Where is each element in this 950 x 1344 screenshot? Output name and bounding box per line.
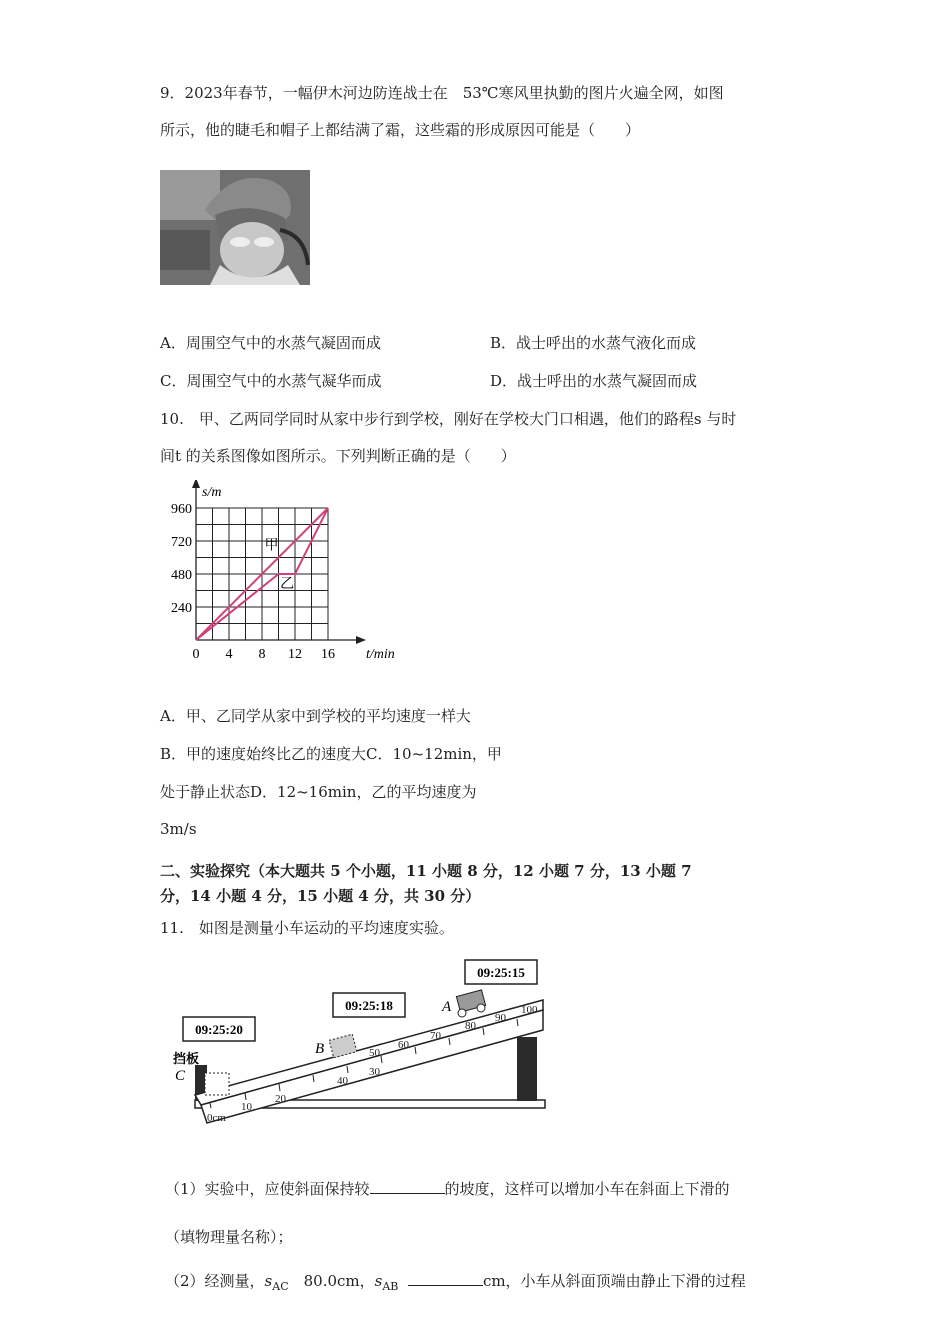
q9-option-b: B．战士呼出的水蒸气液化而成: [490, 334, 697, 352]
q9-line2: 所示，他的睫毛和帽子上都结满了霜，这些霜的形成原因可能是（ ）: [160, 121, 641, 139]
q9-option-a: A．周围空气中的水蒸气凝固而成: [160, 334, 381, 352]
q10-line2: 间t 的关系图像如图所示。下列判断正确的是（ ）: [160, 447, 516, 465]
ruler-mark-20: 20: [275, 1093, 286, 1105]
x-tick-label: 0: [192, 647, 200, 662]
timer-b: 09:25:18: [345, 998, 393, 1013]
label-c: C: [175, 1068, 186, 1084]
q11-sub2-post: cm，小车从斜面顶端由静止下滑的过程: [482, 1272, 746, 1290]
s-ac-subscript: AC: [272, 1280, 289, 1293]
q9-option-d: D．战士呼出的水蒸气凝固而成: [490, 372, 698, 390]
q11-sub1-line1: [165, 1178, 730, 1199]
ruler-mark-10: 10: [241, 1101, 252, 1113]
baffle-label: 挡板: [173, 1051, 200, 1066]
y-tick-label: 720: [171, 535, 192, 550]
section2-heading-line2: 分，14 小题 4 分，15 小题 4 分，共 30 分）: [160, 887, 481, 905]
soldier-photo: [160, 170, 310, 285]
answer-blank-sab[interactable]: [408, 1271, 483, 1286]
s-ac-symbol: s: [264, 1272, 273, 1290]
q11-sub2-mid: 80.0cm，: [288, 1272, 375, 1290]
s-ab-subscript: AB: [382, 1280, 399, 1293]
q9-option-c: C．周围空气中的水蒸气凝华而成: [160, 372, 382, 390]
series-label-jia: 甲: [264, 538, 279, 554]
q10-option-d-line: 3m/s: [160, 820, 197, 838]
series-label-yi: 乙: [280, 576, 295, 592]
timer-c: 09:25:20: [195, 1022, 243, 1037]
x-axis-arrow: [356, 636, 366, 644]
ruler-mark-50: 50: [369, 1047, 380, 1059]
x-tick-label: 16: [321, 647, 335, 662]
q10-line1: 10. 甲、乙两同学同时从家中步行到学校，刚好在学校大门口相遇，他们的路程s 与时: [160, 410, 737, 428]
incline-figure: [165, 955, 555, 1139]
q9-line1: 9．2023年春节，一幅伊木河边防连战士在 53℃寒风里执勤的图片火遍全网，如图: [160, 84, 724, 102]
q11-sub1-post: 的坡度，这样可以增加小车在斜面上下滑的: [444, 1180, 730, 1198]
ruler-mark-80: 80: [465, 1020, 476, 1032]
q11-sub2-pre: （2）经测量，: [165, 1272, 265, 1290]
label-b: B: [315, 1041, 325, 1057]
x-tick-label: 12: [288, 647, 302, 662]
ruler-mark-90: 90: [495, 1012, 506, 1024]
q10-option-c-line: 处于静止状态D．12~16min，乙的平均速度为: [160, 783, 477, 801]
answer-blank-slope[interactable]: [370, 1179, 445, 1194]
x-tick-label: 8: [258, 647, 266, 662]
s-ab-symbol: s: [374, 1272, 383, 1290]
ruler-mark-100: 100: [521, 1004, 538, 1016]
y-axis-label: s/m: [202, 485, 222, 500]
label-a: A: [442, 999, 452, 1015]
x-tick-label: 4: [225, 647, 233, 662]
y-tick-label: 480: [171, 568, 192, 583]
y-tick-label: 960: [171, 502, 192, 517]
ruler-mark-70: 70: [430, 1030, 441, 1042]
st-chart: [160, 480, 400, 670]
y-axis-arrow: [192, 480, 200, 488]
x-axis-label: t/min: [366, 647, 395, 662]
section2-heading-line1: 二、实验探究（本大题共 5 个小题，11 小题 8 分，12 小题 7 分，13 小题 7: [160, 862, 692, 880]
q10-option-a: A．甲、乙同学从家中到学校的平均速度一样大: [160, 707, 471, 725]
q11-sub2-line: [165, 1270, 746, 1293]
ruler-mark-40: 40: [337, 1075, 348, 1087]
ruler-mark-0: 0cm: [207, 1112, 226, 1124]
q11-sub1-line2: （填物理量名称）；: [165, 1228, 293, 1246]
q11-sub1-pre: （1）实验中，应使斜面保持较: [165, 1180, 370, 1198]
q11-intro: 11. 如图是测量小车运动的平均速度实验。: [160, 919, 454, 937]
ruler-mark-60: 60: [398, 1039, 409, 1051]
y-tick-label: 240: [171, 601, 192, 616]
q10-option-b-line: B．甲的速度始终比乙的速度大C．10~12min，甲: [160, 745, 502, 763]
timer-a: 09:25:15: [477, 965, 525, 980]
ruler-mark-30: 30: [369, 1066, 380, 1078]
